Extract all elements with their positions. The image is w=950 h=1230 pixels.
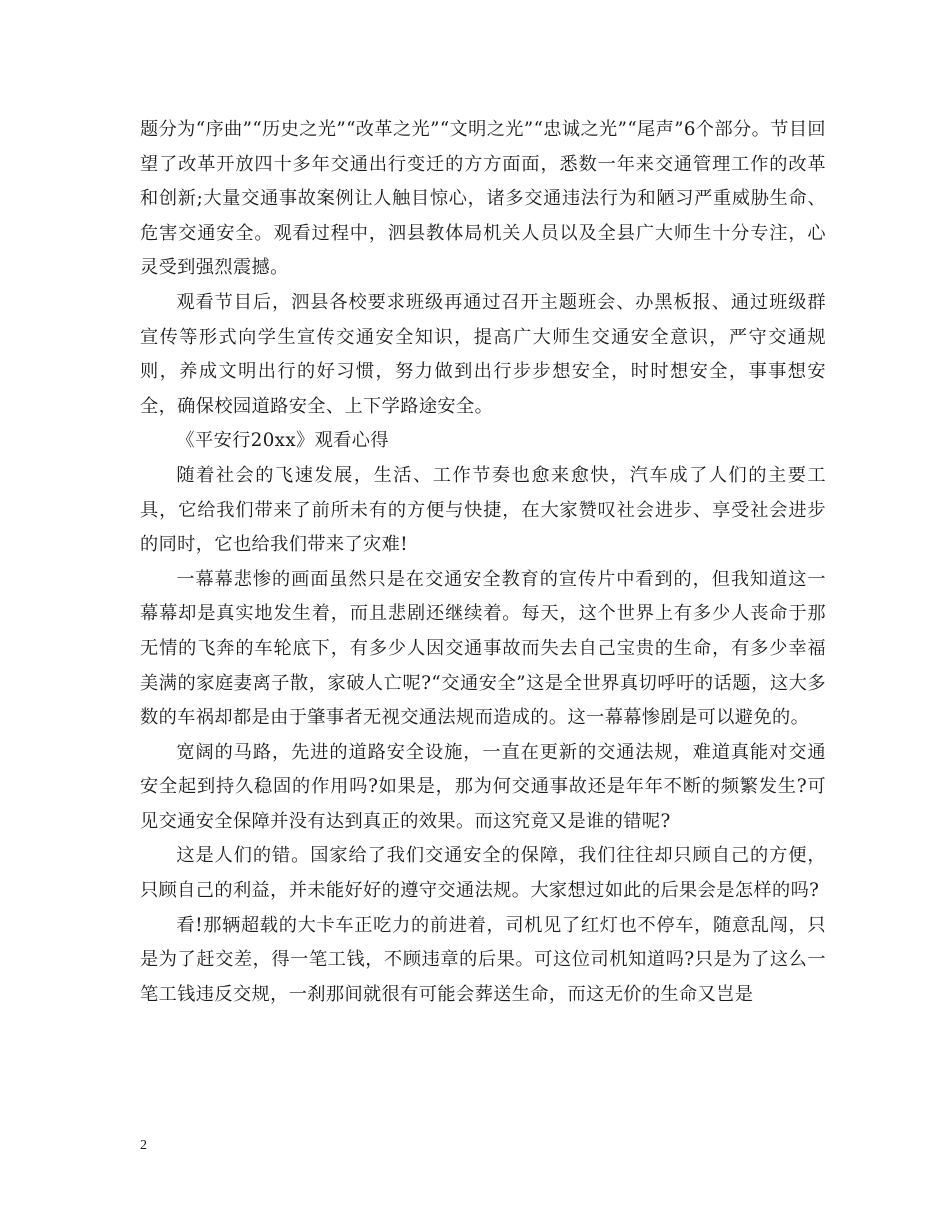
paragraph-continued: 题分为“序曲”“历史之光”“改革之光”“文明之光”“忠诚之光”“尾声”6个部分。节目回望了改革开放四十多年交通出行变迁的方方面面，悉数一年来交通管理工作的改革和创新;大量交通事故案例让人触目惊心，诸多交通违法行为和陋习严重威胁生命、危害交通安全。观看过程中，泗县教体局机关人员以及全县广大师生十分专注，心灵受到强烈震撼。: [140, 119, 826, 279]
page-number: 2: [140, 1138, 147, 1153]
paragraph: 一幕幕悲惨的画面虽然只是在交通安全教育的宣传片中看到的，但我知道这一幕幕却是真实地发生着，而且悲剧还继续着。每天，这个世界上有多少人丧命于那无情的飞奔的车轮底下，有多少人因交通事故而失去自己宝贵的生命，有多少幸福美满的家庭妻离子散，家破人亡呢?“交通安全”这是全世界真切呼吁的话题，这大多数的车祸却都是由于肇事者无视交通法规而造成的。这一幕幕惨剧是可以避免的。: [140, 568, 826, 729]
paragraph: 这是人们的错。国家给了我们交通安全的保障，我们往往却只顾自己的方便，只顾自己的利益，并未能好好的遵守交通法规。大家想过如此的后果会是怎样的吗?: [140, 845, 826, 902]
paragraph: 宽阔的马路，先进的道路安全设施，一直在更新的交通法规，难道真能对交通安全起到持久稳固的作用吗?如果是，那为何交通事故还是年年不断的频繁发生?可见交通安全保障并没有达到真正的效果。而这究竟又是谁的错呢?: [140, 741, 826, 832]
document-body: [140, 113, 826, 1012]
paragraph: 看!那辆超载的大卡车正吃力的前进着，司机见了红灯也不停车，随意乱闯，只是为了赶交差，得一笔工钱，不顾违章的后果。可这位司机知道吗?只是为了这么一笔工钱违反交规，一刹那间就很有可能会葬送生命，而这无价的生命又岂是: [140, 914, 826, 1005]
section-title: 《平安行20xx》观看心得: [176, 430, 389, 452]
paragraph: 随着社会的飞速发展，生活、工作节奏也愈来愈快，汽车成了人们的主要工具，它给我们带来了前所未有的方便与快捷，在大家赞叹社会进步、享受社会进步的同时，它也给我们带来了灾难!: [140, 464, 826, 556]
paragraph: 观看节目后，泗县各校要求班级再通过召开主题班会、办黑板报、通过班级群宣传等形式向学生宣传交通安全知识，提高广大师生交通安全意识，严守交通规则，养成文明出行的好习惯，努力做到出行步步想安全，时时想安全，事事想安全，确保校园道路安全、上下学路途安全。: [140, 291, 826, 417]
